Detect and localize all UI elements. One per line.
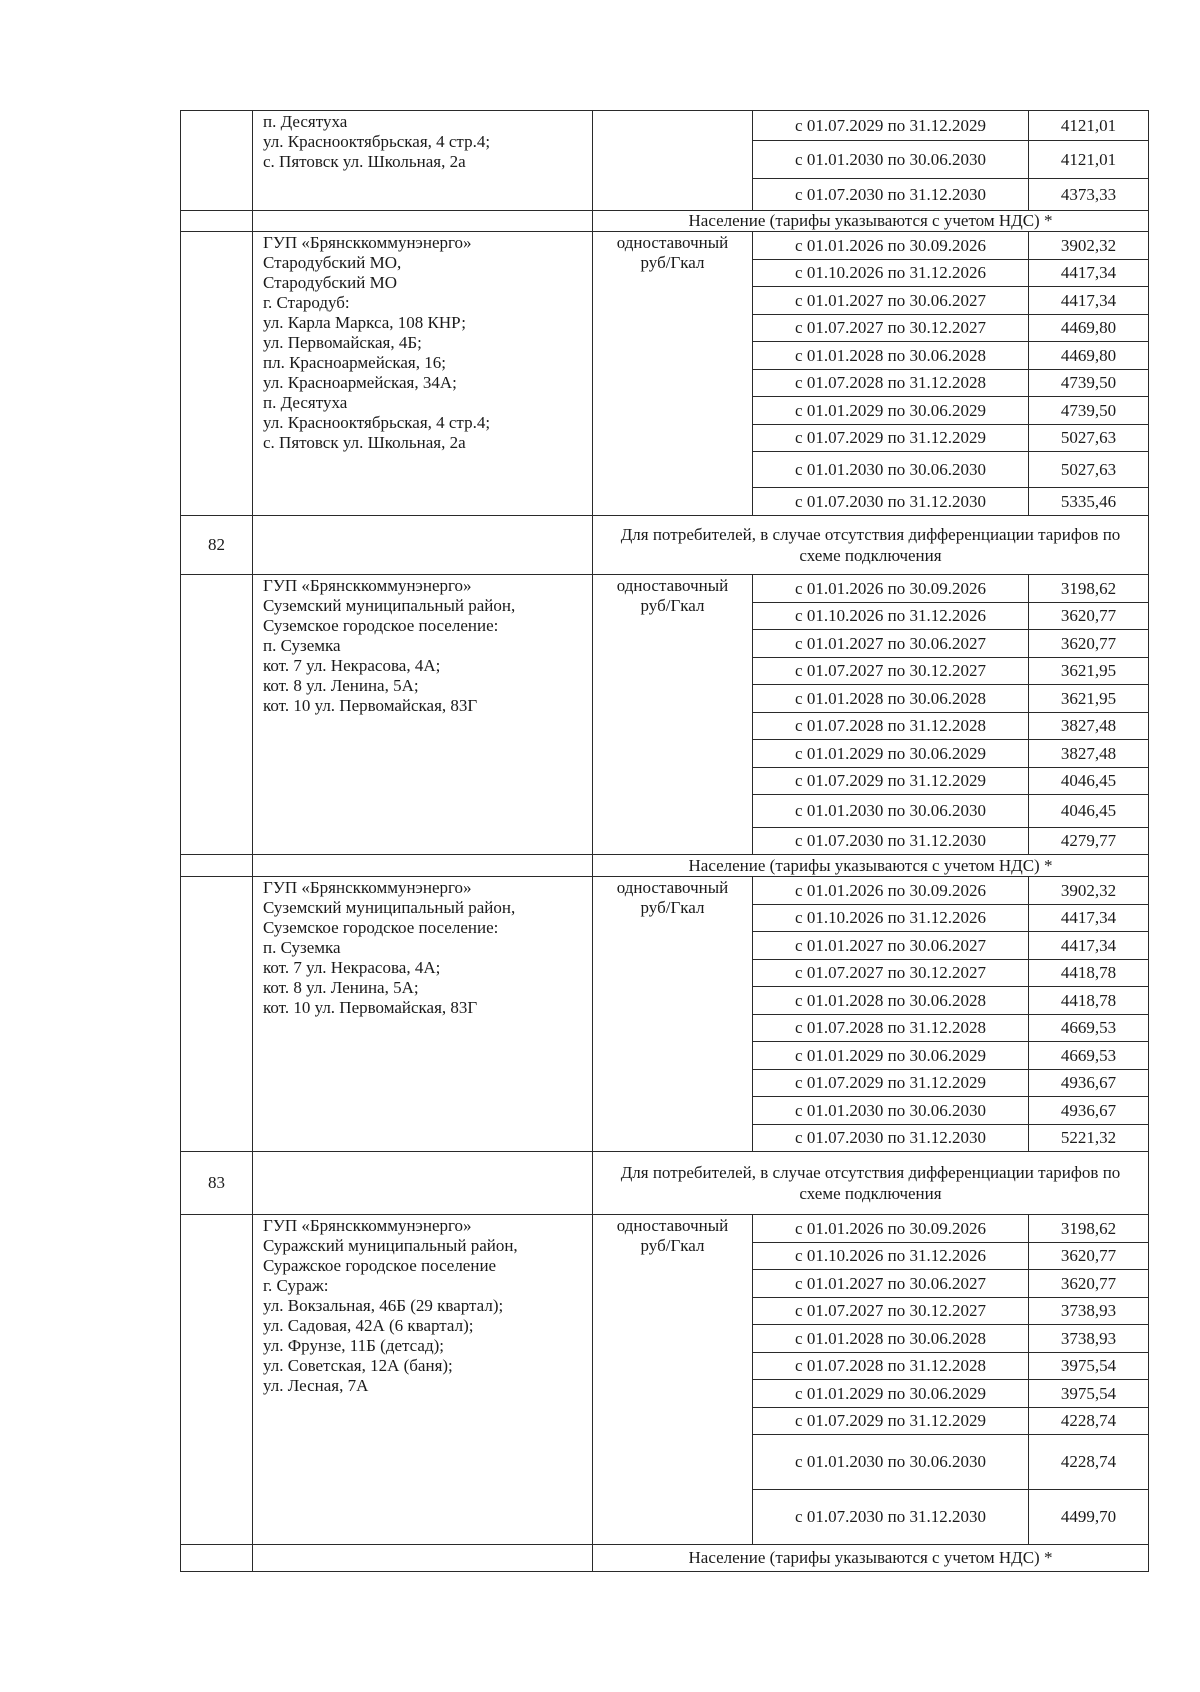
- address-line: п. Суземка: [263, 938, 341, 957]
- tariff-row: [181, 1215, 1149, 1243]
- row-number: [181, 211, 253, 232]
- period-cell: с 01.07.2030 по 31.12.2030: [753, 179, 1029, 211]
- period-cell: с 01.07.2028 по 31.12.2028: [753, 713, 1029, 740]
- period-cell: с 01.01.2028 по 30.06.2028: [753, 1325, 1029, 1353]
- tariff-value-cell: 4046,45: [1029, 768, 1149, 795]
- supplier-address-cell: [253, 877, 593, 1152]
- address-line: г. Стародуб:: [263, 293, 350, 312]
- section-header-row: [181, 855, 1149, 877]
- address-line: п. Десятуха: [263, 112, 348, 131]
- tariff-value-cell: 3620,77: [1029, 630, 1149, 658]
- period-cell: с 01.01.2029 по 30.06.2029: [753, 1380, 1029, 1408]
- period-cell: с 01.01.2029 по 30.06.2029: [753, 397, 1029, 425]
- tariff-row: [181, 232, 1149, 260]
- address-line: кот. 8 ул. Ленина, 5А;: [263, 676, 419, 695]
- address-line: п. Суземка: [263, 636, 341, 655]
- address-line: Стародубский МО,: [263, 253, 402, 272]
- address-line: Суземский муниципальный район,: [263, 596, 516, 615]
- address-line: с. Пятовск ул. Школьная, 2а: [263, 152, 466, 171]
- address-line: ГУП «Брянсккоммунэнерго»: [263, 1216, 472, 1235]
- section-header-text: Население (тарифы указываются с учетом НДС) *: [593, 855, 1149, 877]
- section-header-row: [181, 516, 1149, 575]
- tariff-value-cell: 4228,74: [1029, 1435, 1149, 1490]
- period-cell: с 01.01.2030 по 30.06.2030: [753, 795, 1029, 828]
- tariff-value-cell: 5027,63: [1029, 425, 1149, 452]
- period-cell: с 01.10.2026 по 31.12.2026: [753, 905, 1029, 932]
- address-line: кот. 10 ул. Первомайская, 83Г: [263, 696, 478, 715]
- supplier-address-cell: [253, 111, 593, 211]
- period-cell: с 01.07.2028 по 31.12.2028: [753, 1353, 1029, 1380]
- tariff-value-cell: 4936,67: [1029, 1097, 1149, 1125]
- address-line: Суражский муниципальный район,: [263, 1236, 518, 1255]
- section-header-row: [181, 1545, 1149, 1572]
- address-line: Стародубский МО: [263, 273, 398, 292]
- tariff-value-cell: 3827,48: [1029, 713, 1149, 740]
- period-cell: с 01.01.2027 по 30.06.2027: [753, 630, 1029, 658]
- period-cell: с 01.01.2027 по 30.06.2027: [753, 1270, 1029, 1298]
- address-line: ул. Первомайская, 4Б;: [263, 333, 422, 352]
- unit-line: руб/Гкал: [640, 596, 705, 615]
- address-line: ул. Лесная, 7А: [263, 1376, 369, 1395]
- tariff-value-cell: 3620,77: [1029, 603, 1149, 630]
- period-cell: с 01.01.2026 по 30.09.2026: [753, 575, 1029, 603]
- tariff-row: [181, 575, 1149, 603]
- tariff-value-cell: 4669,53: [1029, 1042, 1149, 1070]
- tariff-value-cell: 3738,93: [1029, 1325, 1149, 1353]
- period-cell: с 01.01.2026 по 30.09.2026: [753, 1215, 1029, 1243]
- supplier-address-cell: [253, 575, 593, 855]
- tariff-value-cell: 3620,77: [1029, 1270, 1149, 1298]
- unit-line: руб/Гкал: [640, 898, 705, 917]
- period-cell: с 01.10.2026 по 31.12.2026: [753, 260, 1029, 287]
- empty-cell: [253, 516, 593, 575]
- tariff-unit-cell: [593, 877, 753, 1152]
- row-number: 82: [181, 516, 253, 575]
- tariff-value-cell: 3975,54: [1029, 1353, 1149, 1380]
- row-number: [181, 855, 253, 877]
- tariff-value-cell: 4418,78: [1029, 960, 1149, 987]
- row-number: 83: [181, 1152, 253, 1215]
- address-line: ГУП «Брянсккоммунэнерго»: [263, 878, 472, 897]
- section-header-text: Население (тарифы указываются с учетом НДС) *: [593, 211, 1149, 232]
- address-line: Суражское городское поселение: [263, 1256, 497, 1275]
- section-header-row: [181, 1152, 1149, 1215]
- supplier-address-cell: [253, 1215, 593, 1545]
- period-cell: с 01.10.2026 по 31.12.2026: [753, 1243, 1029, 1270]
- tariff-value-cell: 3621,95: [1029, 685, 1149, 713]
- address-line: ГУП «Брянсккоммунэнерго»: [263, 576, 472, 595]
- address-line: г. Сураж:: [263, 1276, 329, 1295]
- address-line: ул. Красноармейская, 34А;: [263, 373, 457, 392]
- tariff-value-cell: 3198,62: [1029, 1215, 1149, 1243]
- address-line: кот. 8 ул. Ленина, 5А;: [263, 978, 419, 997]
- section-header-text: Население (тарифы указываются с учетом НДС) *: [593, 1545, 1149, 1572]
- row-number: [181, 877, 253, 1152]
- period-cell: с 01.07.2030 по 31.12.2030: [753, 1125, 1029, 1152]
- section-header-row: [181, 211, 1149, 232]
- supplier-address-cell: [253, 232, 593, 516]
- address-line: ГУП «Брянсккоммунэнерго»: [263, 233, 472, 252]
- period-cell: с 01.01.2027 по 30.06.2027: [753, 932, 1029, 960]
- row-number: [181, 111, 253, 211]
- unit-line: одноставочный: [616, 576, 729, 595]
- empty-cell: [253, 1152, 593, 1215]
- period-cell: с 01.01.2030 по 30.06.2030: [753, 141, 1029, 179]
- period-cell: с 01.07.2028 по 31.12.2028: [753, 370, 1029, 397]
- tariff-value-cell: 3738,93: [1029, 1298, 1149, 1325]
- tariff-value-cell: 4469,80: [1029, 342, 1149, 370]
- address-line: ул. Садовая, 42А (6 квартал);: [263, 1316, 474, 1335]
- tariff-row: [181, 877, 1149, 905]
- tariff-value-cell: 5335,46: [1029, 488, 1149, 516]
- tariff-value-cell: 5221,32: [1029, 1125, 1149, 1152]
- unit-line: одноставочный: [616, 233, 729, 252]
- period-cell: с 01.07.2028 по 31.12.2028: [753, 1015, 1029, 1042]
- unit-line: одноставочный: [616, 1216, 729, 1235]
- tariff-table: [180, 110, 1149, 1572]
- tariff-value-cell: 3621,95: [1029, 658, 1149, 685]
- period-cell: с 01.01.2028 по 30.06.2028: [753, 685, 1029, 713]
- tariff-value-cell: 4417,34: [1029, 932, 1149, 960]
- period-cell: с 01.01.2027 по 30.06.2027: [753, 287, 1029, 315]
- tariff-value-cell: 3620,77: [1029, 1243, 1149, 1270]
- period-cell: с 01.01.2030 по 30.06.2030: [753, 452, 1029, 488]
- row-number: [181, 575, 253, 855]
- tariff-value-cell: 4417,34: [1029, 287, 1149, 315]
- address-line: с. Пятовск ул. Школьная, 2а: [263, 433, 466, 452]
- address-line: ул. Карла Маркса, 108 КНР;: [263, 313, 466, 332]
- address-line: кот. 10 ул. Первомайская, 83Г: [263, 998, 478, 1017]
- period-cell: с 01.07.2029 по 31.12.2029: [753, 1070, 1029, 1097]
- tariff-unit-cell: [593, 575, 753, 855]
- address-line: ул. Советская, 12А (баня);: [263, 1356, 453, 1375]
- tariff-value-cell: 4417,34: [1029, 905, 1149, 932]
- period-cell: с 01.01.2030 по 30.06.2030: [753, 1097, 1029, 1125]
- unit-line: одноставочный: [616, 878, 729, 897]
- tariff-value-cell: 4936,67: [1029, 1070, 1149, 1097]
- tariff-value-cell: 4669,53: [1029, 1015, 1149, 1042]
- address-line: Суземский муниципальный район,: [263, 898, 516, 917]
- address-line: п. Десятуха: [263, 393, 348, 412]
- section-header-text: Для потребителей, в случае отсутствия дифференциации тарифов по схеме подключения: [593, 516, 1149, 575]
- tariff-value-cell: 4121,01: [1029, 111, 1149, 141]
- tariff-value-cell: 5027,63: [1029, 452, 1149, 488]
- period-cell: с 01.07.2027 по 30.12.2027: [753, 1298, 1029, 1325]
- period-cell: с 01.01.2029 по 30.06.2029: [753, 1042, 1029, 1070]
- period-cell: с 01.07.2027 по 30.12.2027: [753, 658, 1029, 685]
- tariff-value-cell: 3827,48: [1029, 740, 1149, 768]
- tariff-unit-cell: [593, 232, 753, 516]
- period-cell: с 01.10.2026 по 31.12.2026: [753, 603, 1029, 630]
- tariff-value-cell: 4499,70: [1029, 1490, 1149, 1545]
- tariff-value-cell: 4228,74: [1029, 1408, 1149, 1435]
- tariff-value-cell: 3975,54: [1029, 1380, 1149, 1408]
- tariff-value-cell: 3902,32: [1029, 232, 1149, 260]
- address-line: пл. Красноармейская, 16;: [263, 353, 446, 372]
- tariff-unit-cell: [593, 1215, 753, 1545]
- tariff-value-cell: 3902,32: [1029, 877, 1149, 905]
- address-line: кот. 7 ул. Некрасова, 4А;: [263, 958, 441, 977]
- tariff-value-cell: 4279,77: [1029, 828, 1149, 855]
- tariff-value-cell: 4373,33: [1029, 179, 1149, 211]
- row-number: [181, 232, 253, 516]
- tariff-value-cell: 4418,78: [1029, 987, 1149, 1015]
- period-cell: с 01.07.2029 по 31.12.2029: [753, 1408, 1029, 1435]
- address-line: ул. Краснооктябрьская, 4 стр.4;: [263, 413, 491, 432]
- empty-cell: [253, 211, 593, 232]
- period-cell: с 01.07.2027 по 30.12.2027: [753, 315, 1029, 342]
- period-cell: с 01.01.2030 по 30.06.2030: [753, 1435, 1029, 1490]
- period-cell: с 01.07.2030 по 31.12.2030: [753, 488, 1029, 516]
- tariff-value-cell: 4417,34: [1029, 260, 1149, 287]
- tariff-row: [181, 111, 1149, 141]
- tariff-unit-cell: [593, 111, 753, 211]
- address-line: Суземское городское поселение:: [263, 616, 499, 635]
- tariff-value-cell: 4739,50: [1029, 370, 1149, 397]
- period-cell: с 01.07.2030 по 31.12.2030: [753, 828, 1029, 855]
- period-cell: с 01.01.2029 по 30.06.2029: [753, 740, 1029, 768]
- period-cell: с 01.07.2029 по 31.12.2029: [753, 425, 1029, 452]
- tariff-value-cell: 4121,01: [1029, 141, 1149, 179]
- tariff-value-cell: 3198,62: [1029, 575, 1149, 603]
- period-cell: с 01.07.2029 по 31.12.2029: [753, 768, 1029, 795]
- tariff-value-cell: 4739,50: [1029, 397, 1149, 425]
- row-number: [181, 1545, 253, 1572]
- period-cell: с 01.07.2030 по 31.12.2030: [753, 1490, 1029, 1545]
- empty-cell: [253, 1545, 593, 1572]
- period-cell: с 01.01.2028 по 30.06.2028: [753, 342, 1029, 370]
- period-cell: с 01.07.2027 по 30.12.2027: [753, 960, 1029, 987]
- section-header-text: Для потребителей, в случае отсутствия дифференциации тарифов по схеме подключения: [593, 1152, 1149, 1215]
- address-line: кот. 7 ул. Некрасова, 4А;: [263, 656, 441, 675]
- address-line: ул. Краснооктябрьская, 4 стр.4;: [263, 132, 491, 151]
- period-cell: с 01.01.2028 по 30.06.2028: [753, 987, 1029, 1015]
- period-cell: с 01.01.2026 по 30.09.2026: [753, 877, 1029, 905]
- unit-line: руб/Гкал: [640, 253, 705, 272]
- tariff-value-cell: 4469,80: [1029, 315, 1149, 342]
- period-cell: с 01.07.2029 по 31.12.2029: [753, 111, 1029, 141]
- empty-cell: [253, 855, 593, 877]
- period-cell: с 01.01.2026 по 30.09.2026: [753, 232, 1029, 260]
- unit-line: руб/Гкал: [640, 1236, 705, 1255]
- row-number: [181, 1215, 253, 1545]
- address-line: ул. Вокзальная, 46Б (29 квартал);: [263, 1296, 504, 1315]
- tariff-value-cell: 4046,45: [1029, 795, 1149, 828]
- address-line: ул. Фрунзе, 11Б (детсад);: [263, 1336, 445, 1355]
- address-line: Суземское городское поселение:: [263, 918, 499, 937]
